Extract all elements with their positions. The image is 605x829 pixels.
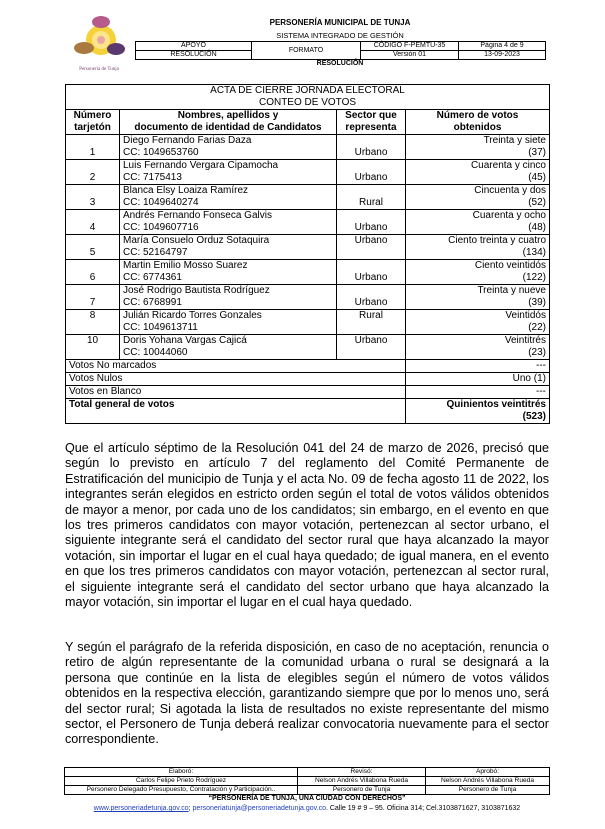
sector: Urbano (337, 285, 406, 310)
col-header-sector (337, 110, 406, 135)
row-number: 2 (66, 160, 120, 185)
table-title (66, 85, 550, 110)
col-header-votes-l2: obtenidos (453, 122, 502, 133)
summary-row-null (66, 373, 550, 386)
separator: ; (188, 805, 191, 812)
aprobo-role: Personero de Tunja (426, 786, 550, 795)
process-cell: APOYO (136, 42, 252, 51)
table-row (66, 235, 550, 260)
col-header-votes (406, 110, 550, 135)
table-row (66, 210, 550, 235)
candidate-name: Blanca Elsy Loaiza Ramírez (123, 185, 249, 196)
version-cell: Versión 01 (361, 51, 459, 60)
document-subtitle: RESOLUCIÓN (316, 60, 364, 67)
row-number: 10 (66, 335, 120, 360)
votes-text: Ciento treinta y cuatro (448, 235, 546, 246)
elaboro-label: Elaboró: (65, 768, 298, 777)
table-row (66, 135, 550, 160)
candidate-name: José Rodrigo Bautista Rodríguez (123, 285, 270, 296)
votes-number: (52) (528, 197, 546, 208)
candidate-cell (120, 285, 337, 310)
votes-number: (45) (528, 172, 546, 183)
votes-cell (406, 335, 550, 360)
candidate-cell (120, 335, 337, 360)
personeria-logo (68, 14, 130, 72)
votes-cell (406, 260, 550, 285)
total-text: Quinientos veintitrés (446, 399, 546, 410)
candidate-id: CC: 6768991 (123, 297, 182, 308)
votes-cell (406, 185, 550, 210)
elaboro-role: Personero Delegado Presupuesto, Contratación y Participación.. (65, 786, 298, 795)
col-header-sector-l2: representa (345, 122, 397, 133)
reviso-name: Nelson Andrés Villabona Rueda (298, 777, 426, 786)
votes-number: (134) (522, 247, 546, 258)
row-number: 8 (66, 310, 120, 335)
votes-text: Veintidós (505, 310, 546, 321)
paragraph-paragrafo: Y según el parágrafo de la referida disposición, en caso de no aceptación, renuncia o retiro de algún representante de la comunidad urbana o rural se designará a la persona que continúe en la lista de elegibles según el número de votos válidos obtenidos en la respectiva elección, garantizando siempre que por lo menos uno, será del sector rural; Si agotada la lista de resultados no existe representante del mismo sector, el Personero de Tunja deberá realizar convocatoria nuevamente para el sector correspondiente. (65, 640, 549, 747)
votes-text: Cuarenta y cinco (470, 160, 546, 171)
table-row (66, 260, 550, 285)
col-header-number-l1: Número (73, 110, 112, 121)
logo-caption: Personería de Tunja (79, 67, 119, 72)
candidate-cell (120, 160, 337, 185)
row-number: 5 (66, 235, 120, 260)
votes-cell (406, 210, 550, 235)
table-row (66, 285, 550, 310)
sector: Urbano (337, 335, 406, 360)
candidate-id: CC: 1049613711 (123, 322, 198, 333)
paragraph-article-seven: Que el artículo séptimo de la Resolución 041 del 24 de marzo de 2026, precisó que según lo previsto en artículo 7 del reglamento del Comité Permanente de Estratificación del municipio de Tunja y el acta No. 09 de fecha agosto 11 de 2022, los integrantes serán elegidos en estricto orden según el total de votos válidos obtenidos de mayor a menor, por cada uno de los candidatos; sin embargo, en el evento en que los tres primeros candidatos con mayor votación, pertenezcan al sector urbano, el siguiente integrante será el candidato del sector rural que haya alcanzado la mayor votación, sin importar el lugar en el cual haya quedado; de igual manera, en el evento en que los tres primeros candidatos con mayor votación, pertenezcan al sector rural, el siguiente integrante será el candidato del sector urbano que haya alcanzado la mayor votación, sin importar el lugar en el cual haya quedado. (65, 441, 549, 610)
votes-text: Veintitrés (504, 335, 546, 346)
candidate-name: Andrés Fernando Fonseca Galvis (123, 210, 272, 221)
aprobo-label: Aprobó: (426, 768, 550, 777)
date-cell: 13-09-2023 (459, 51, 546, 60)
col-header-number-l2: tarjetón (74, 122, 111, 133)
signature-table (64, 767, 550, 795)
votes-cell (406, 310, 550, 335)
votes-text: Cincuenta y dos (474, 185, 546, 196)
candidate-id: CC: 52164797 (123, 247, 188, 258)
votes-text: Cuarenta y ocho (472, 210, 546, 221)
candidate-cell (120, 135, 337, 160)
candidate-id: CC: 1049607716 (123, 222, 199, 233)
total-label: Total general de votos (66, 399, 406, 424)
subprocess-cell: RESOLUCIÓN (136, 51, 252, 60)
candidate-id: CC: 1049653760 (123, 147, 199, 158)
col-header-name-l2: documento de identidad de Candidatos (134, 122, 322, 133)
candidate-name: Luis Fernando Vergara Cipamocha (123, 160, 279, 171)
unmarked-value: --- (406, 360, 550, 373)
sector: Urbano (337, 210, 406, 235)
votes-cell (406, 285, 550, 310)
candidate-name: Diego Fernando Farias Daza (123, 135, 252, 146)
website-link[interactable]: www.personeriadetunja.gov.co (93, 805, 189, 812)
candidate-name: Martin Emilio Mosso Suarez (123, 260, 248, 271)
row-number: 1 (66, 135, 120, 160)
slogan: “PERSONERÍA DE TUNJA, UNA CIUDAD CON DERECHOS” (208, 795, 406, 802)
col-header-votes-l1: Número de votos (436, 110, 519, 121)
votes-text: Treinta y siete (483, 135, 546, 146)
votes-cell (406, 160, 550, 185)
votes-cell (406, 235, 550, 260)
contact-line (64, 805, 550, 812)
candidate-name: Julián Ricardo Torres Gonzales (123, 310, 262, 321)
sector: Rural (337, 185, 406, 210)
summary-row-total (66, 399, 550, 424)
null-value: Uno (1) (406, 373, 550, 386)
elaboro-name: Carlos Felipe Prieto Rodríguez (65, 777, 298, 786)
row-number: 7 (66, 285, 120, 310)
candidate-name: Doris Yohana Vargas Cajicá (123, 335, 247, 346)
candidate-cell (120, 185, 337, 210)
row-number: 3 (66, 185, 120, 210)
address: . Calle 19 # 9 – 95. Oficina 314; Cel.3103871627, 3103871632 (325, 805, 521, 812)
votes-number: (39) (528, 297, 546, 308)
votes-number: (22) (528, 322, 546, 333)
votes-text: Ciento veintidós (474, 260, 546, 271)
total-number: (523) (522, 411, 546, 422)
votes-text: Treinta y nueve (477, 285, 546, 296)
row-number: 6 (66, 260, 120, 285)
code-cell: CÓDIGO F-PEMTU-35 (361, 42, 459, 51)
sector: Urbano (337, 235, 406, 260)
table-title-line2: CONTEO DE VOTOS (258, 97, 357, 108)
reviso-label: Revisó: (298, 768, 426, 777)
page-cell: Página 4 de 9 (459, 42, 546, 51)
system-title: SISTEMA INTEGRADO DE GESTIÓN (276, 31, 404, 40)
document-control-table (135, 41, 546, 60)
reviso-role: Personero de Tunja (298, 786, 426, 795)
candidate-id: CC: 10044060 (123, 347, 188, 358)
sector: Urbano (337, 260, 406, 285)
type-cell: FORMATO (252, 42, 361, 60)
col-header-number (66, 110, 120, 135)
blank-value: --- (406, 386, 550, 399)
table-row (66, 310, 550, 335)
summary-row-blank (66, 386, 550, 399)
candidate-id: CC: 1049640274 (123, 197, 199, 208)
blank-label: Votos en Blanco (66, 386, 406, 399)
vote-count-table (65, 84, 550, 424)
candidate-name: María Consuelo Orduz Sotaquira (123, 235, 270, 246)
votes-number: (48) (528, 222, 546, 233)
candidate-id: CC: 6774361 (123, 272, 182, 283)
votes-number: (23) (528, 347, 546, 358)
table-row (66, 160, 550, 185)
col-header-name (120, 110, 337, 135)
votes-number: (37) (528, 147, 546, 158)
email-link[interactable]: personeriatunja@personeriadetunja.gov.co (192, 805, 326, 812)
summary-row-unmarked (66, 360, 550, 373)
org-title: PERSONERÍA MUNICIPAL DE TUNJA (269, 18, 411, 27)
null-label: Votos Nulos (66, 373, 406, 386)
sector: Urbano (337, 160, 406, 185)
sector: Rural (337, 310, 406, 335)
candidate-cell (120, 310, 337, 335)
table-row (66, 335, 550, 360)
candidate-id: CC: 7175413 (123, 172, 182, 183)
votes-cell (406, 135, 550, 160)
votes-number: (122) (522, 272, 546, 283)
row-number: 4 (66, 210, 120, 235)
table-title-line1: ACTA DE CIERRE JORNADA ELECTORAL (210, 85, 405, 96)
sector: Urbano (337, 135, 406, 160)
col-header-name-l1: Nombres, apellidos y (177, 110, 279, 121)
unmarked-label: Votos No marcados (66, 360, 406, 373)
total-cell (406, 399, 550, 424)
aprobo-name: Nelson Andrés Villabona Rueda (426, 777, 550, 786)
candidate-cell (120, 235, 337, 260)
col-header-sector-l1: Sector que (345, 110, 397, 121)
candidate-cell (120, 210, 337, 235)
table-row (66, 185, 550, 210)
candidate-cell (120, 260, 337, 285)
